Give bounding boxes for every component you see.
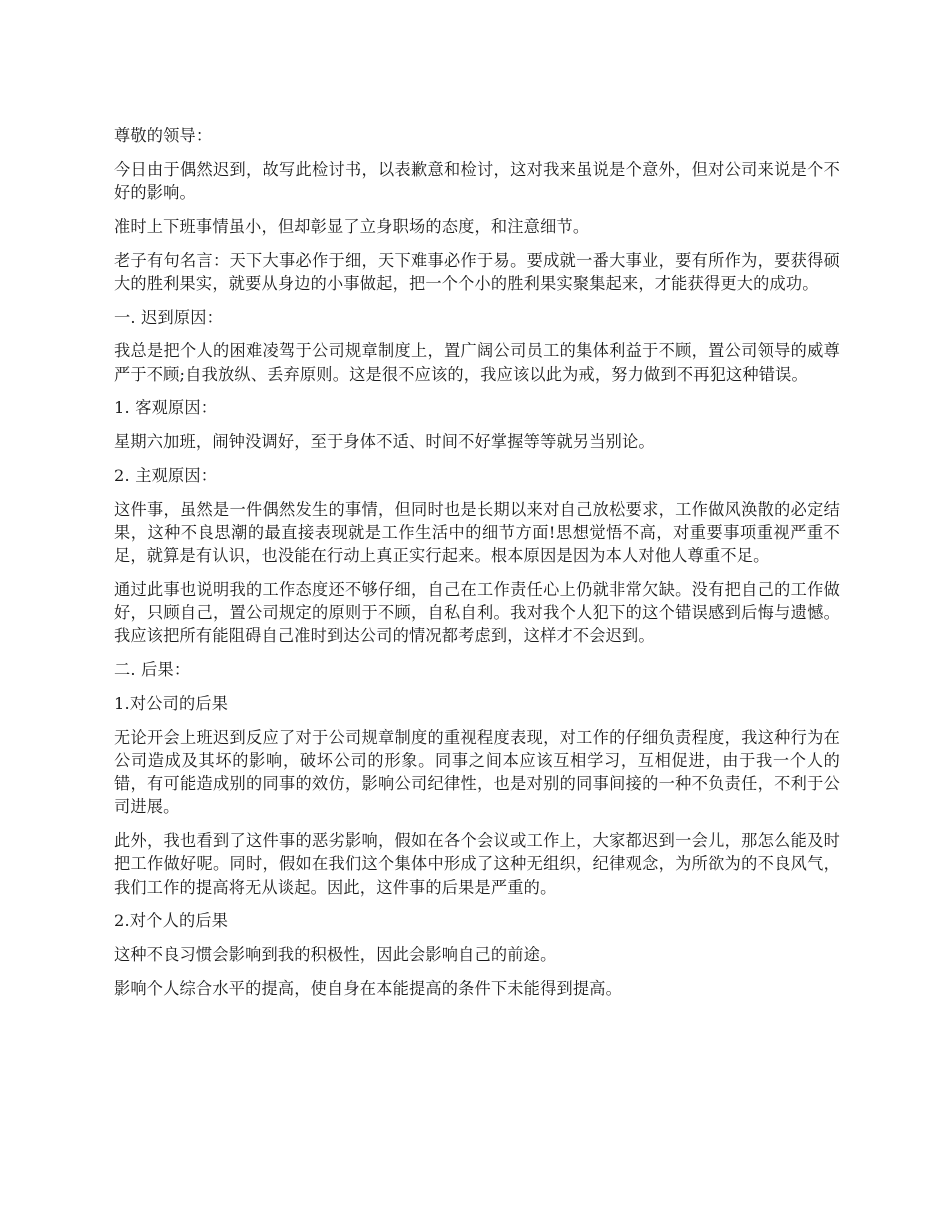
section-heading-reasons: 一. 迟到原因： [114,307,224,327]
paragraph-laozi-quote: 老子有句名言：天下大事必作于细，天下难事必作于易。要成就一番大事业，要有所作为，要获得硕大的胜利果实，就要从身边的小事做起，把一个个小的胜利果实聚集起来，才能获得更大的成功。 [114,250,840,293]
paragraph-further-impact: 此外，我也看到了这件事的恶劣影响，假如在各个会议或工作上，大家都迟到一会儿，那怎么能及时把工作做好呢。同时，假如在我们这个集体中形成了这种无组织，纪律观念，为所欲为的不良风气，我们工作的提高将无从谈起。因此，这件事的后果是严重的。 [114,831,840,897]
paragraph-company-consequences: 无论开会上班迟到反应了对于公司规章制度的重视程度表现，对工作的仔细负责程度，我这种行为在公司造成及其坏的影响，破坏公司的形象。同事之间本应该互相学习，互相促进，由于我一个人的错，有可能造成别的同事的效仿，影响公司纪律性，也是对别的同事间接的一种不负责任，不利于公司进展。 [114,727,840,817]
subheading-subjective-reasons: 2. 主观原因： [114,465,218,485]
paragraph-subjective-reasons: 这件事，虽然是一件偶然发生的事情，但同时也是长期以来对自己放松要求，工作做风涣散的必定结果，这种不良思潮的最直接表现就是工作生活中的细节方面!思想觉悟不高，对重要事项重视严重不足，就算是有认识，也没能在行动上真正实行起来。根本原因是因为本人对他人尊重不足。 [114,499,840,566]
paragraph-punctuality: 准时上下班事情虽小，但却彰显了立身职场的态度，和注意细节。 [114,216,590,236]
paragraph-personal-consequences-1: 这种不良习惯会影响到我的积极性，因此会影响自己的前途。 [114,945,557,965]
section-heading-consequences: 二. 后果： [114,660,191,680]
subheading-company-consequences: 1.对公司的后果 [114,693,229,713]
paragraph-intro: 今日由于偶然迟到，故写此检讨书，以表歉意和检讨，这对我来虽说是个意外，但对公司来说是个不好的影响。 [114,159,840,202]
subheading-personal-consequences: 2.对个人的后果 [114,911,229,931]
salutation: 尊敬的领导： [114,126,213,145]
paragraph-objective-reasons: 星期六加班，闹钟没调好，至于身体不适、时间不好掌握等等就另当别论。 [114,432,655,452]
paragraph-work-attitude: 通过此事也说明我的工作态度还不够仔细，自己在工作责任心上仍就非常欠缺。没有把自己的工作做好，只顾自己，置公司规定的原则于不顾，自私自利。我对我个人犯下的这个错误感到后悔与遗憾。我应该把所有能阻碍自己准时到达公司的情况都考虑到，这样才不会迟到。 [114,579,840,646]
paragraph-personal-consequences-2: 影响个人综合水平的提高，使自身在本能提高的条件下未能得到提高。 [114,978,623,998]
paragraph-reasons: 我总是把个人的困难凌驾于公司规章制度上，置广阔公司员工的集体利益于不顾，置公司领导的威尊严于不顾;自我放纵、丢弃原则。这是很不应该的，我应该以此为戒，努力做到不再犯这种错误。 [114,341,840,384]
document-body [114,124,840,1011]
subheading-objective-reasons: 1. 客观原因： [114,398,218,418]
